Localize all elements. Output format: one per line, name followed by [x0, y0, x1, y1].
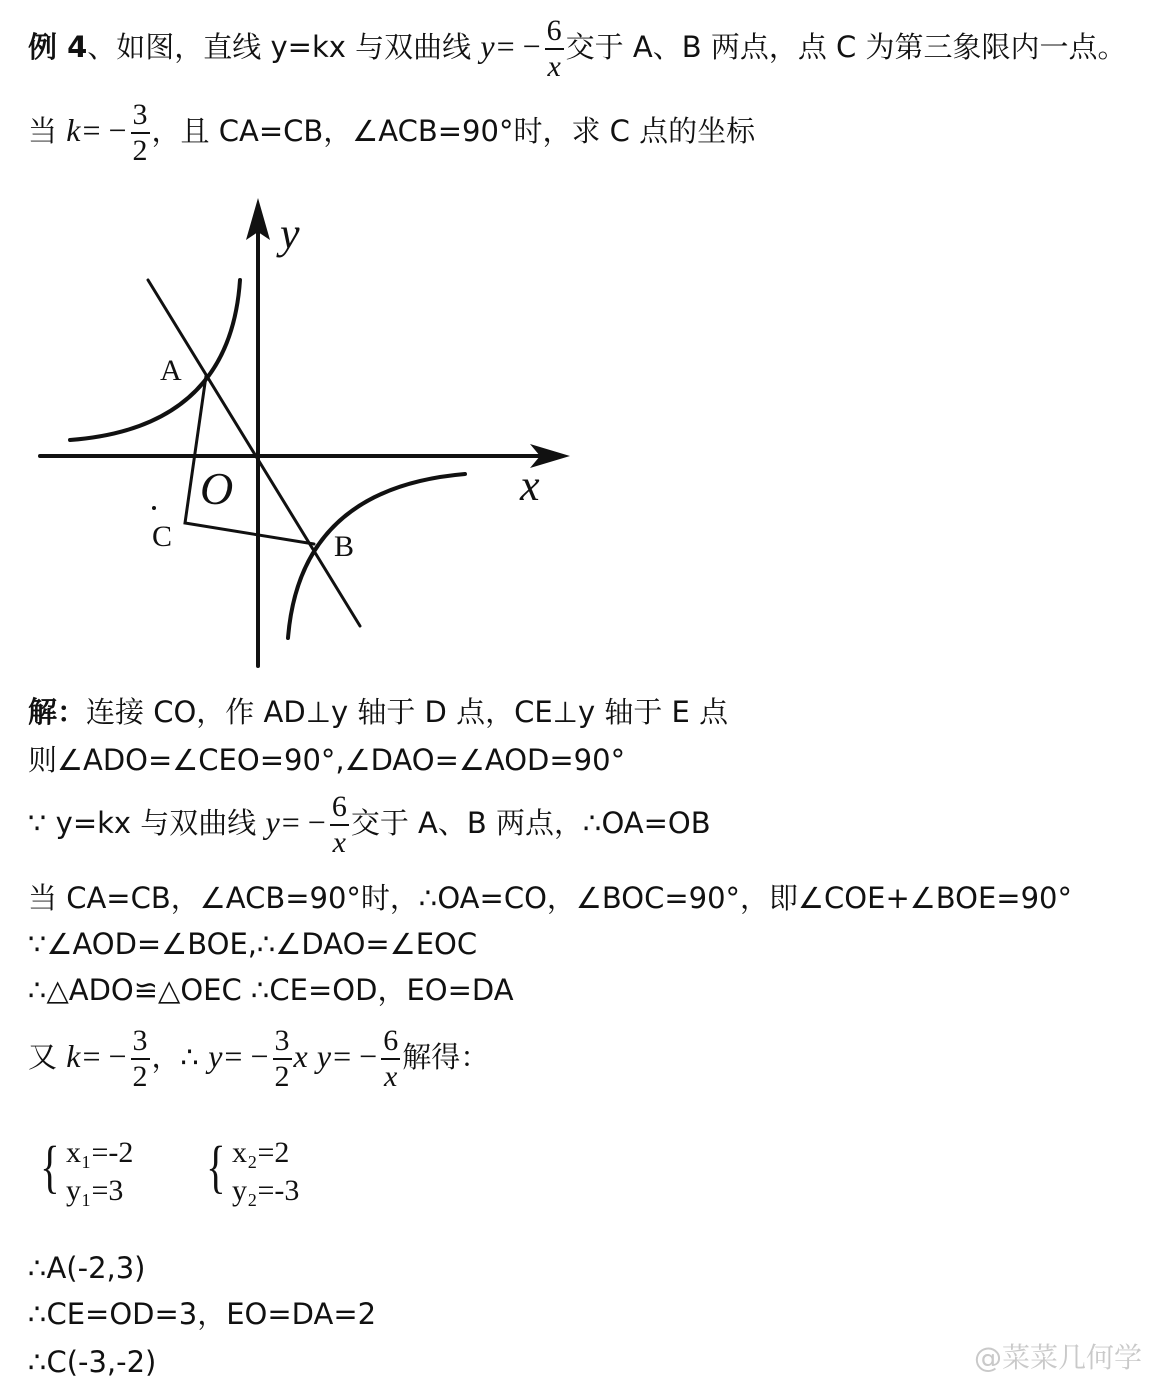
- frac-3-over-2: [131, 1024, 150, 1094]
- eq-x: x: [293, 1038, 308, 1074]
- eq-y: y: [480, 28, 495, 64]
- solution-system-1: [36, 1136, 176, 1216]
- solution-line7-after: 解得：: [402, 1040, 490, 1074]
- solution-line-6: [28, 972, 514, 1008]
- solution-line3-prefix: ∵ y=kx 与双曲线: [28, 806, 257, 840]
- point-c-dot: [153, 507, 156, 510]
- frac-den: x: [381, 1058, 400, 1094]
- problem-line-1: [28, 14, 1127, 84]
- eq-op: = −: [224, 1038, 269, 1074]
- label-point-b: B: [334, 530, 355, 563]
- frac-den: x: [545, 48, 564, 84]
- system-row-y1: y₁=3: [66, 1174, 124, 1207]
- hyperbola-branch-upper-left: [70, 280, 240, 440]
- eq-op: = −: [333, 1038, 378, 1074]
- solution-text-5: ∵∠AOD=∠BOE,∴∠DAO=∠EOC: [28, 927, 478, 961]
- solution-line3-after: 交于 A、B 两点，∴OA=OB: [350, 806, 711, 840]
- label-point-c: C: [152, 520, 173, 553]
- line-y-kx: [148, 280, 360, 626]
- solution-line-9: [28, 1296, 376, 1332]
- watermark: @菜菜几何学: [973, 1341, 1142, 1374]
- solution-line7-mid: ，∴: [151, 1040, 199, 1074]
- frac-den: 2: [132, 1060, 148, 1093]
- label-x-axis: x: [520, 461, 540, 510]
- solution-line-4: [28, 880, 1072, 916]
- solution-system-2: [202, 1136, 342, 1216]
- solution-label: 解：: [28, 695, 87, 729]
- eq-y: y: [265, 804, 280, 840]
- problem-label: 例 4: [28, 30, 88, 64]
- solution-text-6: ∴△ADO≌△OEC ∴CE=OD，EO=DA: [28, 973, 514, 1007]
- solution-line-2: [28, 742, 625, 778]
- eq-op: = −: [82, 1038, 127, 1074]
- brace: {: [206, 1134, 226, 1199]
- solution-line-1: [28, 694, 728, 730]
- frac-num: 6: [331, 790, 347, 823]
- frac-num: 3: [132, 1024, 148, 1057]
- problem-line-2: [28, 98, 755, 168]
- solution-text-4: 当 CA=CB，∠ACB=90°时，∴OA=CO，∠BOC=90°，即∠COE+∠BOE=90°: [28, 881, 1072, 915]
- eq-y: y: [316, 1038, 332, 1074]
- solution-line7-prefix: 又: [28, 1040, 58, 1074]
- solution-line-7: [28, 1024, 489, 1094]
- problem-line2-prefix: 当: [28, 114, 58, 148]
- frac-den: 2: [132, 134, 148, 167]
- frac-den: 2: [274, 1060, 290, 1093]
- eq-op: = −: [496, 28, 541, 64]
- eq-op: = −: [281, 804, 326, 840]
- problem-text-1: 如图，直线 y=kx 与双曲线: [116, 30, 472, 64]
- solution-line-8: [28, 1250, 146, 1286]
- solution-text-8: ∴A(-2,3): [28, 1251, 146, 1285]
- problem-text-1b: 交于 A、B 两点，点 C 为第三象限内一点。: [565, 30, 1127, 64]
- solution-line-5: [28, 926, 477, 962]
- label-point-a: A: [160, 354, 182, 387]
- solution-line-3: [28, 790, 711, 860]
- eq-k-op: = −: [82, 112, 127, 148]
- label-origin: O: [200, 463, 234, 514]
- frac-6-over-x: [545, 14, 564, 84]
- frac-6-over-x: [330, 790, 349, 860]
- solution-text-9: ∴CE=OD=3，EO=DA=2: [28, 1297, 377, 1331]
- system-row-x2: x₂=2: [232, 1136, 290, 1169]
- frac-3-over-2: [273, 1024, 292, 1094]
- eq-y: y: [208, 1038, 223, 1074]
- coordinate-figure: [30, 188, 590, 673]
- label-y-axis: y: [280, 209, 300, 258]
- solution-line-10: [28, 1344, 156, 1380]
- system-row-y2: y₂=-3: [232, 1174, 300, 1207]
- frac-num: 3: [274, 1024, 290, 1057]
- eq-k: k: [66, 112, 81, 148]
- solution-text-2: 则∠ADO=∠CEO=90°,∠DAO=∠AOD=90°: [28, 743, 626, 777]
- frac-num: 6: [383, 1024, 399, 1057]
- frac-num: 3: [132, 98, 148, 131]
- system-row-x1: x₁=-2: [66, 1136, 134, 1169]
- brace: {: [40, 1134, 60, 1199]
- hyperbola-branch-lower-right: [288, 474, 465, 638]
- frac-6-over-x: [381, 1024, 400, 1094]
- problem-label-sep: 、: [87, 30, 117, 64]
- problem-text-2: ，且 CA=CB，∠ACB=90°时，求 C 点的坐标: [151, 114, 756, 148]
- eq-k: k: [66, 1038, 81, 1074]
- frac-den: x: [330, 824, 349, 860]
- frac-num: 6: [546, 14, 562, 47]
- solution-text-10: ∴C(-3,-2): [28, 1345, 157, 1379]
- solution-text-1: 连接 CO，作 AD⊥y 轴于 D 点，CE⊥y 轴于 E 点: [86, 695, 729, 729]
- frac-3-over-2: [131, 98, 150, 168]
